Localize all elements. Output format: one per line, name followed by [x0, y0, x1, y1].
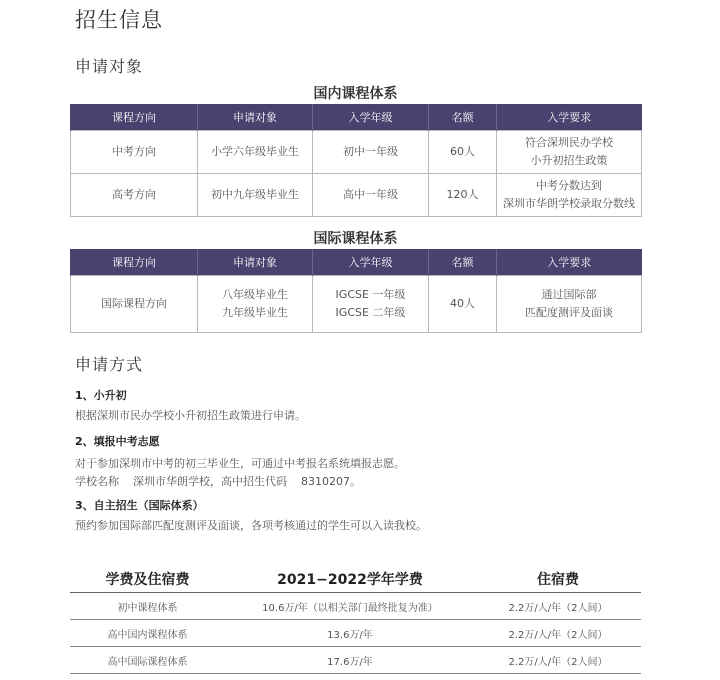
table-row — [71, 174, 642, 217]
method-1-title: 1、小升初 — [75, 389, 127, 402]
header-cell: 入学年级 — [313, 249, 429, 276]
header-cell: 入学要求 — [497, 249, 642, 276]
header-cell: 住宿费 — [475, 566, 641, 593]
header-cell: 入学年级 — [313, 104, 429, 131]
header-cell: 课程方向 — [71, 104, 198, 131]
table-cell: 国际课程方向 — [71, 276, 198, 333]
table-row — [71, 131, 642, 174]
table-cell: 10.6万/年（以相关部门最终批复为准） — [225, 593, 475, 620]
apply-target-heading: 申请对象 — [75, 57, 144, 76]
table-row — [71, 276, 642, 333]
table-row — [70, 620, 641, 647]
requirement-line: 中考分数达到 — [536, 179, 602, 192]
header-cell: 申请对象 — [198, 104, 313, 131]
table-row — [70, 593, 641, 620]
international-table — [70, 249, 642, 333]
grade-line: IGCSE 一年级 — [335, 288, 406, 301]
header-cell: 入学要求 — [497, 104, 642, 131]
table-cell: 2.2万/人/年（2人间） — [475, 620, 641, 647]
table-header-row — [70, 566, 641, 593]
header-cell: 课程方向 — [71, 249, 198, 276]
table-cell — [497, 131, 642, 174]
method-2-text-1: 对于参加深圳市中考的初三毕业生，可通过中考报名系统填报志愿。 — [75, 457, 405, 470]
table-cell: 初中一年级 — [313, 131, 429, 174]
table-row — [70, 647, 641, 674]
table-cell: 初中九年级毕业生 — [198, 174, 313, 217]
table-cell: 小学六年级毕业生 — [198, 131, 313, 174]
table-cell: 120人 — [429, 174, 497, 217]
requirement-line: 小升初招生政策 — [530, 154, 608, 167]
header-cell: 学费及住宿费 — [70, 566, 225, 593]
requirement-line: 通过国际部 — [541, 288, 597, 301]
table-cell — [497, 174, 642, 217]
apply-method-heading: 申请方式 — [75, 355, 144, 374]
table-cell: 初中课程体系 — [70, 593, 225, 620]
table-cell: 2.2万/人/年（2人间） — [475, 593, 641, 620]
method-2-text-2: 学校名称 深圳市华朗学校，高中招生代码 8310207。 — [75, 475, 361, 488]
table-cell — [497, 276, 642, 333]
table-cell: 17.6万/年 — [225, 647, 475, 674]
grade-line: IGCSE 二年级 — [335, 306, 406, 319]
requirement-line: 深圳市华朗学校录取分数线 — [503, 197, 635, 210]
table-cell: 60人 — [429, 131, 497, 174]
table-header-row — [71, 104, 642, 131]
table-cell: 高考方向 — [71, 174, 198, 217]
table-cell: 13.6万/年 — [225, 620, 475, 647]
table-header-row — [71, 249, 642, 276]
method-3-title: 3、自主招生（国际体系） — [75, 499, 204, 512]
international-caption: 国际课程体系 — [313, 231, 398, 247]
table-cell — [313, 276, 429, 333]
table-cell: 中考方向 — [71, 131, 198, 174]
requirement-line: 符合深圳民办学校 — [525, 136, 613, 149]
method-3-text: 预约参加国际部匹配度测评及面谈，各项考核通过的学生可以入读我校。 — [75, 519, 427, 532]
table-cell: 高中一年级 — [313, 174, 429, 217]
target-line: 九年级毕业生 — [222, 306, 288, 319]
table-cell: 40人 — [429, 276, 497, 333]
domestic-caption: 国内课程体系 — [313, 86, 398, 102]
page-title: 招生信息 — [75, 8, 163, 32]
target-line: 八年级毕业生 — [222, 288, 288, 301]
table-cell: 高中国内课程体系 — [70, 620, 225, 647]
requirement-line: 匹配度测评及面谈 — [525, 306, 613, 319]
method-2-title: 2、填报中考志愿 — [75, 435, 160, 448]
domestic-table — [70, 104, 642, 217]
table-cell: 高中国际课程体系 — [70, 647, 225, 674]
method-1-text: 根据深圳市民办学校小升初招生政策进行申请。 — [75, 409, 306, 422]
header-cell: 名额 — [429, 249, 497, 276]
table-cell — [198, 276, 313, 333]
header-cell: 申请对象 — [198, 249, 313, 276]
header-cell: 2021−2022学年学费 — [225, 566, 475, 593]
fees-table — [70, 566, 641, 674]
table-cell: 2.2万/人/年（2人间） — [475, 647, 641, 674]
header-cell: 名额 — [429, 104, 497, 131]
